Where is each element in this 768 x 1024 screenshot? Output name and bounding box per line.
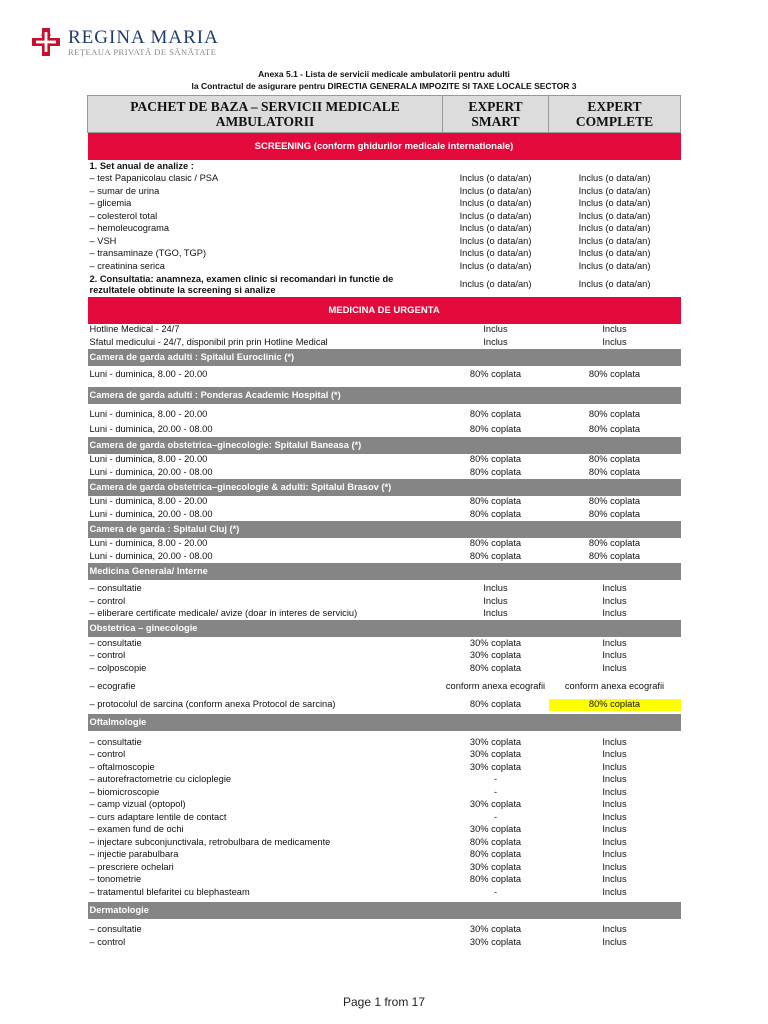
section-spacer [443, 714, 549, 731]
value-complete: Inclus (o data/an) [578, 223, 651, 234]
table-row [88, 924, 681, 937]
section-title: Oftalmologie [88, 714, 443, 731]
row-label: – colposcopie [89, 662, 147, 673]
value-smart: Inclus [483, 336, 508, 347]
section-spacer [549, 521, 681, 538]
value-complete: 80% coplata [588, 408, 641, 419]
value-complete: 80% coplata [588, 454, 641, 465]
value-smart: Inclus (o data/an) [459, 210, 532, 221]
row-label: – consultatie [89, 736, 142, 747]
table-row [88, 849, 681, 862]
table-row [88, 595, 681, 608]
table-row [88, 836, 681, 849]
table-row [88, 749, 681, 762]
section-spacer [549, 714, 681, 731]
row-label: Luni - duminica, 20.00 - 08.00 [89, 508, 213, 519]
table-row [88, 650, 681, 663]
section-header [88, 620, 681, 637]
value-complete: Inclus [602, 736, 627, 747]
value-complete: 80% coplata [588, 368, 641, 379]
value-complete: Inclus [602, 861, 627, 872]
value-smart: 80% coplata [469, 538, 522, 549]
row-label: – control [89, 936, 126, 947]
value-complete: 80% coplata [588, 423, 641, 434]
value-smart: Inclus [483, 324, 508, 335]
row-label: Luni - duminica, 8.00 - 20.00 [89, 408, 208, 419]
section-title: Camera de garda obstetrica–ginecologie: Spitalul Baneasa (*) [88, 437, 443, 454]
row-label: – tonometrie [89, 874, 142, 885]
table-row [88, 824, 681, 837]
value-complete: Inclus (o data/an) [578, 185, 651, 196]
table-row [88, 583, 681, 596]
table-header-row [88, 96, 681, 133]
row-label: Luni - duminica, 8.00 - 20.00 [89, 454, 208, 465]
row-label: – eliberare certificate medicale/ avize (doar in interes de serviciu) [89, 608, 358, 619]
table-row [88, 422, 681, 437]
section-spacer [443, 563, 549, 580]
row-label: Luni - duminica, 20.00 - 08.00 [89, 466, 213, 477]
table-row [88, 736, 681, 749]
value-smart: 80% coplata [469, 368, 522, 379]
value-smart: 80% coplata [469, 408, 522, 419]
section-title: Obstetrica – ginecologie [88, 620, 443, 637]
section-title: Camera de garda adulti : Spitalul Euroclinic (*) [88, 349, 443, 366]
section-header [88, 902, 681, 919]
section-title: Medicina Generala/ Interne [88, 563, 443, 580]
value-complete: conform anexa ecografii [564, 681, 665, 691]
value-smart: conform anexa ecografii [445, 681, 546, 691]
value-complete: Inclus (o data/an) [578, 210, 651, 221]
row-label: – prescriere ochelari [89, 861, 174, 872]
table-row [88, 811, 681, 824]
value-smart: 80% coplata [469, 550, 522, 561]
value-complete: Inclus [602, 662, 627, 673]
header-package: PACHET DE BAZA – SERVICII MEDICALE AMBULATORII [88, 96, 443, 133]
table-row [88, 538, 681, 551]
value-smart: 30% coplata [469, 650, 522, 661]
header-expert-smart: EXPERT SMART [443, 96, 549, 133]
row-label: – autorefractometrie cu cicloplegie [89, 774, 232, 785]
value-complete: Inclus [602, 786, 627, 797]
row-label: – biomicroscopie [89, 786, 160, 797]
section-spacer [443, 521, 549, 538]
row-label: Sfatul medicului - 24/7, disponibil prin prin Hotline Medical [89, 336, 328, 347]
section-spacer [443, 437, 549, 454]
value-complete: Inclus [602, 595, 627, 606]
row-label: – camp vizual (optopol) [89, 799, 186, 810]
section-title: Camera de garda obstetrica–ginecologie & adulti: Spitalul Brasov (*) [88, 479, 443, 496]
value-smart: - [493, 811, 498, 822]
value-smart: Inclus (o data/an) [459, 279, 532, 289]
table-row [88, 324, 681, 337]
row-label: – consultatie [89, 637, 142, 648]
value-smart: 30% coplata [469, 824, 522, 835]
value-complete: 80% coplata [588, 538, 641, 549]
section-spacer [443, 479, 549, 496]
document-title-line1: Anexa 5.1 - Lista de servicii medicale ambulatorii pentru adulti [258, 69, 510, 79]
row-label: – curs adaptare lentile de contact [89, 811, 227, 822]
value-smart: 80% coplata [469, 454, 522, 465]
value-complete: Inclus (o data/an) [578, 248, 651, 259]
value-complete: Inclus [602, 874, 627, 885]
table-row [88, 273, 681, 297]
value-smart: 80% coplata [469, 496, 522, 507]
section-spacer [549, 563, 681, 580]
row-label: Luni - duminica, 20.00 - 08.00 [89, 550, 213, 561]
value-smart: 80% coplata [469, 466, 522, 477]
table-row [88, 761, 681, 774]
table-row [88, 786, 681, 799]
services-table [87, 95, 681, 949]
section-title: Camera de garda : Spitalul Cluj (*) [88, 521, 443, 538]
section-spacer [443, 902, 549, 919]
table-row [88, 235, 681, 248]
page-number: Page 1 from 17 [342, 995, 426, 1009]
value-smart: Inclus (o data/an) [459, 260, 532, 271]
row-label: – glicemia [89, 198, 132, 209]
value-smart: 30% coplata [469, 749, 522, 760]
value-complete: Inclus [602, 836, 627, 847]
section-spacer [549, 437, 681, 454]
value-smart: 80% coplata [469, 662, 522, 673]
row-label: – VSH [89, 235, 117, 246]
value-smart: 80% coplata [469, 849, 522, 860]
value-complete: Inclus [602, 824, 627, 835]
table-row [88, 173, 681, 186]
section-header [88, 437, 681, 454]
row-label: – control [89, 595, 126, 606]
row-label: – test Papanicolau clasic / PSA [89, 173, 219, 184]
row-label: Luni - duminica, 20.00 - 08.00 [89, 423, 213, 434]
value-smart: 80% coplata [469, 508, 522, 519]
value-complete: 80% coplata [588, 466, 641, 477]
row-label: – creatinina serica [89, 260, 165, 271]
value-complete: Inclus (o data/an) [578, 260, 651, 271]
value-complete: Inclus [602, 936, 627, 947]
table-row [88, 160, 681, 173]
logo [30, 26, 219, 58]
row-label: – colesterol total [89, 210, 158, 221]
row-label: – protocolul de sarcina (conform anexa Protocol de sarcina) [89, 699, 336, 710]
section-header [88, 563, 681, 580]
value-smart: 30% coplata [469, 936, 522, 947]
table-row [88, 210, 681, 223]
value-smart: - [493, 774, 498, 785]
table-row [88, 185, 681, 198]
table-row [88, 637, 681, 650]
value-smart: Inclus [483, 595, 508, 606]
value-smart: 30% coplata [469, 736, 522, 747]
value-complete: Inclus [602, 336, 627, 347]
header-expert-complete: EXPERT COMPLETE [549, 96, 681, 133]
value-smart: Inclus [483, 583, 508, 594]
row-label: – injectie parabulbara [89, 849, 179, 860]
section-spacer [549, 479, 681, 496]
value-smart: 80% coplata [469, 423, 522, 434]
section-screening [88, 133, 681, 161]
value-complete: Inclus [602, 924, 627, 935]
row-label: – consultatie [89, 924, 142, 935]
value-complete: 80% coplata [588, 496, 641, 507]
section-spacer [443, 620, 549, 637]
value-smart: 80% coplata [469, 874, 522, 885]
value-complete: Inclus [602, 774, 627, 785]
section-header [88, 297, 681, 324]
row-label: 2. Consultatia: anamneza, examen clinic si recomandari in functie de rezultatele obtinute la screening si analize [89, 273, 394, 295]
table-row [88, 466, 681, 479]
value-complete: Inclus (o data/an) [578, 235, 651, 246]
table-row [88, 608, 681, 621]
value-smart: Inclus [483, 608, 508, 619]
table-row [88, 799, 681, 812]
section-spacer [549, 902, 681, 919]
section-header [88, 349, 681, 366]
table-row [88, 336, 681, 349]
section-title: SCREENING (conform ghidurilor medicale internationale) [88, 133, 681, 161]
section-spacer [549, 620, 681, 637]
row-label: – control [89, 650, 126, 661]
row-label: – injectare subconjunctivala, retrobulbara de medicamente [89, 836, 331, 847]
value-smart: - [493, 886, 498, 897]
document-title-line2: la Contractul de asigurare pentru DIRECTIA GENERALA IMPOZITE SI TAXE LOCALE SECTOR 3 [191, 81, 577, 91]
table-row [88, 861, 681, 874]
value-complete: Inclus [602, 749, 627, 760]
value-smart: Inclus (o data/an) [459, 198, 532, 209]
row-label: – examen fund de ochi [89, 824, 184, 835]
brand-tagline: REȚEAUA PRIVATĂ DE SĂNĂTATE [68, 46, 217, 57]
table-row [88, 550, 681, 563]
row-label: 1. Set anual de analize : [89, 160, 194, 171]
brand-name: REGINA MARIA [68, 26, 219, 48]
table-row [88, 496, 681, 509]
value-complete: 80% coplata [549, 699, 681, 712]
value-complete: Inclus (o data/an) [578, 279, 651, 289]
value-complete: 80% coplata [588, 550, 641, 561]
section-header [88, 387, 681, 404]
row-label: – consultatie [89, 583, 142, 594]
table-row [88, 454, 681, 467]
section-header [88, 714, 681, 731]
section-header [88, 521, 681, 538]
value-smart: 30% coplata [469, 861, 522, 872]
value-smart: 80% coplata [469, 699, 522, 710]
row-label: Luni - duminica, 8.00 - 20.00 [89, 538, 208, 549]
section-spacer [549, 349, 681, 366]
section-header [88, 479, 681, 496]
value-smart: 30% coplata [469, 799, 522, 810]
red-cross-star-icon [30, 26, 62, 58]
value-complete: Inclus [602, 849, 627, 860]
section-title: Dermatologie [88, 902, 443, 919]
table-row [88, 248, 681, 261]
row-label: Hotline Medical - 24/7 [89, 324, 180, 335]
table-row [88, 260, 681, 273]
value-complete: Inclus [602, 799, 627, 810]
row-label: Luni - duminica, 8.00 - 20.00 [89, 368, 208, 379]
value-complete: Inclus [602, 608, 627, 619]
value-smart: Inclus (o data/an) [459, 248, 532, 259]
value-smart: 30% coplata [469, 761, 522, 772]
table-row [88, 774, 681, 787]
section-spacer [549, 387, 681, 404]
table-row [88, 886, 681, 899]
section-spacer [443, 349, 549, 366]
row-label: – oftalmoscopie [89, 761, 155, 772]
value-smart: Inclus (o data/an) [459, 223, 532, 234]
value-complete: Inclus [602, 650, 627, 661]
row-label: – control [89, 749, 126, 760]
row-label: – ecografie [89, 681, 136, 691]
value-smart: - [493, 786, 498, 797]
row-label: – transaminaze (TGO, TGP) [89, 248, 207, 259]
table-row [88, 223, 681, 236]
value-smart: 30% coplata [469, 637, 522, 648]
table-row [88, 675, 681, 699]
section-title: Camera de garda adulti : Ponderas Academic Hospital (*) [88, 387, 443, 404]
table-row [88, 407, 681, 422]
value-smart: Inclus (o data/an) [459, 173, 532, 184]
value-smart: Inclus (o data/an) [459, 185, 532, 196]
value-smart: 30% coplata [469, 924, 522, 935]
table-row [88, 936, 681, 949]
value-smart: Inclus (o data/an) [459, 235, 532, 246]
value-complete: Inclus [602, 324, 627, 335]
row-label: Luni - duminica, 8.00 - 20.00 [89, 496, 208, 507]
value-complete: Inclus (o data/an) [578, 198, 651, 209]
value-complete: Inclus [602, 811, 627, 822]
table-row [88, 198, 681, 211]
value-complete: Inclus [602, 637, 627, 648]
table-row [88, 699, 681, 712]
row-label: – tratamentul blefaritei cu blephasteam [89, 886, 250, 897]
value-complete: 80% coplata [588, 508, 641, 519]
value-smart: 80% coplata [469, 836, 522, 847]
table-row [88, 874, 681, 887]
section-title: MEDICINA DE URGENTA [88, 297, 681, 324]
value-complete: Inclus [602, 761, 627, 772]
table-row [88, 662, 681, 675]
table-row [88, 508, 681, 521]
table-row [88, 366, 681, 383]
row-label: – sumar de urina [89, 185, 160, 196]
row-label: – hemoleucograma [89, 223, 170, 234]
value-complete: Inclus (o data/an) [578, 173, 651, 184]
value-complete: Inclus [602, 583, 627, 594]
value-complete: Inclus [602, 886, 627, 897]
section-spacer [443, 387, 549, 404]
